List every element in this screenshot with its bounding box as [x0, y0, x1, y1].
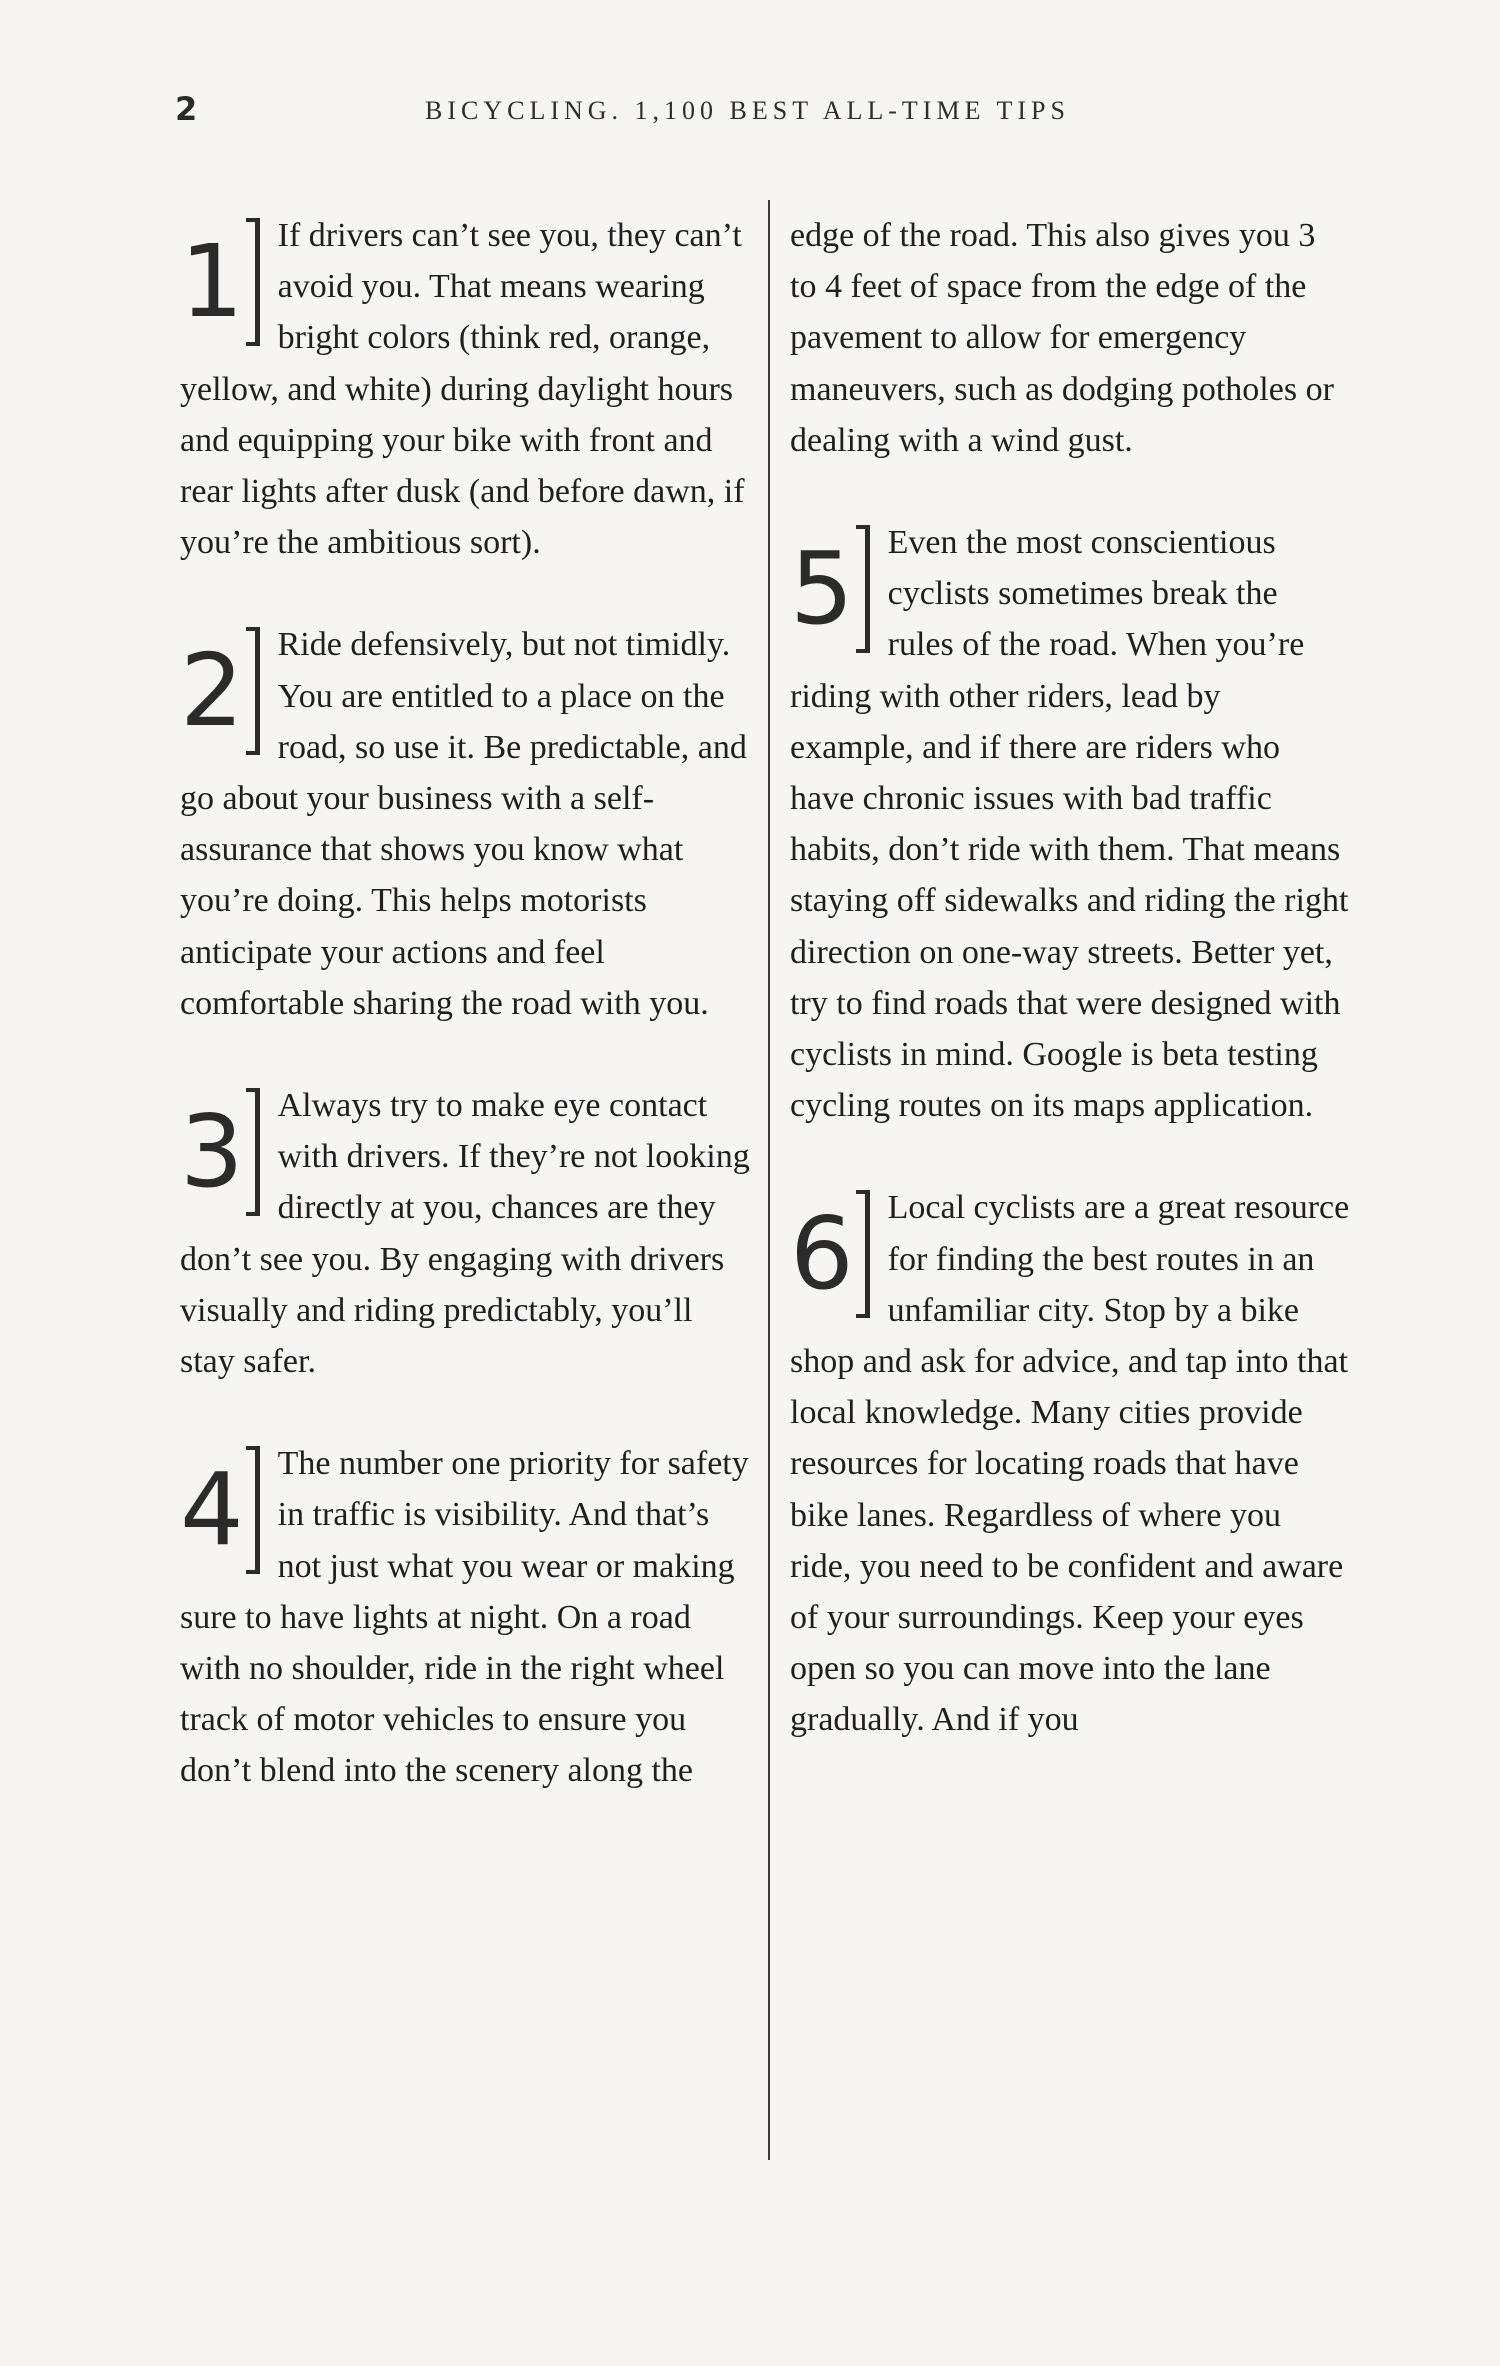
tip-text: Ride defensively, but not timidly. You are entitled to a place on the road, so use it. Be predictable, and go about your business with a self-assurance that shows you know what you’re doing. This helps motorists anticipate your actions and feel comfortable sharing the road with you.: [180, 626, 747, 1022]
bracket-icon: [246, 1446, 260, 1574]
column-divider: [768, 200, 770, 2160]
page-number: 2: [175, 90, 198, 128]
tip-number-digit: 4: [180, 1451, 242, 1569]
running-header: BICYCLING. 1,100 BEST ALL-TIME TIPS: [425, 96, 1070, 125]
bracket-icon: [246, 627, 260, 755]
tip-3: [180, 1080, 755, 1387]
tip-number-digit: 3: [180, 1093, 242, 1211]
tip-number: [180, 1441, 260, 1579]
tip-1: [180, 210, 755, 568]
tip-number-digit: 5: [790, 530, 852, 648]
bracket-icon: [246, 218, 260, 346]
tip-number-digit: 2: [180, 632, 242, 750]
right-column: [790, 210, 1350, 1797]
tip-text: Local cyclists are a great resource for finding the best routes in an unfamiliar city. Stop by a bike shop and ask for advice, and tap into that local knowledge. Many cities provide resources for locating roads that have bike lanes. Regardless of where you ride, you need to be confident and aware of your surroundings. Keep your eyes open so you can move into the lane gradually. And if you: [790, 1189, 1350, 1739]
bracket-icon: [856, 1190, 870, 1318]
tip-number: [790, 1185, 870, 1323]
tip-number: [180, 622, 260, 760]
tip-number: [180, 213, 260, 351]
bracket-icon: [246, 1088, 260, 1216]
tip-2: [180, 619, 755, 1029]
tip-number: [180, 1083, 260, 1221]
bracket-icon: [856, 525, 870, 653]
tip-number-digit: 6: [790, 1195, 852, 1313]
tip-text: The number one priority for safety in traffic is visibility. And that’s not just what you wear or making sure to have lights at night. On a road with no shoulder, ride in the right wheel track of motor vehicles to ensure you don’t blend into the scenery along the: [180, 1445, 749, 1790]
tip-number: [790, 520, 870, 658]
tip-5: [790, 517, 1350, 1131]
tip-text: Always try to make eye contact with drivers. If they’re not looking directly at you, chances are they don’t see you. By engaging with drivers visually and riding predictably, you’ll stay safer.: [180, 1087, 750, 1381]
tip-text: If drivers can’t see you, they can’t avoid you. That means wearing bright colors (think red, orange, yellow, and white) during daylight hours and equipping your bike with front and rear lights after dusk (and before dawn, if you’re the ambitious sort).: [180, 217, 745, 562]
tip-text: Even the most conscientious cyclists sometimes break the rules of the road. When you’re riding with other riders, lead by example, and if there are riders who have chronic issues with bad traffic habits, don’t ride with them. That means staying off sidewalks and riding the right direction on one-way streets. Better yet, try to find roads that were designed with cyclists in mind. Google is beta testing cycling routes on its maps application.: [790, 524, 1349, 1125]
tip-6: [790, 1182, 1350, 1745]
tip-number-digit: 1: [180, 223, 242, 340]
tip-4: [180, 1438, 755, 1796]
tip-4-continuation: edge of the road. This also gives you 3 to 4 feet of space from the edge of the pavement to allow for emergency maneuvers, such as dodging potholes or dealing with a wind gust.: [790, 217, 1334, 459]
left-column: [180, 210, 755, 1848]
